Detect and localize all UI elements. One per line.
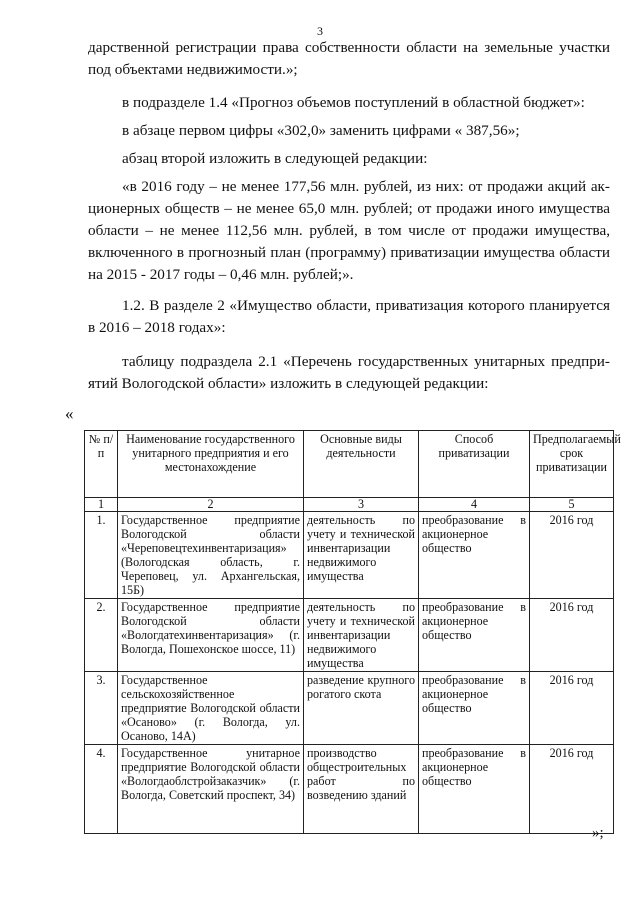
paragraph-line: «в 2016 году – не менее 177,56 млн. рублей, из них: от продажи акций ак- <box>122 178 610 195</box>
paragraph-4 <box>122 148 610 170</box>
table-row <box>85 672 614 745</box>
row-activity: деятельность по учету и технической инвентаризации недвижимого имущества <box>304 512 419 599</box>
paragraph-line: области – не менее 112,56 млн. рублей, в том числе от продажи имущества, <box>88 222 610 239</box>
paragraph-6 <box>88 295 610 339</box>
paragraph-7 <box>88 351 610 395</box>
column-number: 3 <box>304 498 419 512</box>
row-method: преобразование в акционерное общество <box>419 745 530 834</box>
header-num: № п/п <box>85 431 118 498</box>
column-number: 4 <box>419 498 530 512</box>
paragraph-line: ционерных обществ – не менее 65,0 млн. рублей; от продажи иного имущества <box>88 200 610 217</box>
paragraph-line: в абзаце первом цифры «302,0» заменить цифрами « 387,56»; <box>122 122 520 139</box>
paragraph-line: на 2015 - 2017 годы – 0,46 млн. рублей;». <box>88 266 354 283</box>
row-method: преобразование в акционерное общество <box>419 599 530 672</box>
header-name: Наименование государственного унитарного предприятия и его местонахождение <box>118 431 304 498</box>
paragraph-line: таблицу подраздела 2.1 «Перечень государственных унитарных предпри- <box>122 353 610 370</box>
table-header-row <box>85 431 614 498</box>
paragraph-line: под объектами недвижимости.»; <box>88 61 298 78</box>
table-row <box>85 745 614 834</box>
row-activity: разведение крупного рогатого скота <box>304 672 419 745</box>
header-activity: Основные виды деятельности <box>304 431 419 498</box>
paragraph-2 <box>122 92 610 114</box>
header-term: Предполагаемый срок приватизации <box>530 431 614 498</box>
row-num: 2. <box>85 599 118 672</box>
column-number: 2 <box>118 498 304 512</box>
row-num: 1. <box>85 512 118 599</box>
header-method: Способ приватизации <box>419 431 530 498</box>
page-number: 3 <box>317 24 323 38</box>
paragraph-3 <box>122 120 610 142</box>
row-term: 2016 год <box>530 745 614 834</box>
row-activity: производство общестроительных работ по возведению зданий <box>304 745 419 834</box>
row-name: Государственное унитарное предприятие Вологодской области «Вологдаоблстройзаказчик» (г. Вологда, Советский проспект, 34) <box>118 745 304 834</box>
table-row <box>85 599 614 672</box>
row-name: Государственное сельскохозяйственное предприятие Вологодской области «Осаново» (г. Вологда, ул. Осаново, 14А) <box>118 672 304 745</box>
row-method: преобразование в акционерное общество <box>419 512 530 599</box>
row-term: 2016 год <box>530 599 614 672</box>
row-activity: деятельность по учету и технической инвентаризации недвижимого имущества <box>304 599 419 672</box>
table-row <box>85 512 614 599</box>
open-quote: « <box>65 404 74 423</box>
paragraph-line: абзац второй изложить в следующей редакции: <box>122 150 428 167</box>
column-number: 1 <box>85 498 118 512</box>
row-method: преобразование в акционерное общество <box>419 672 530 745</box>
row-num: 3. <box>85 672 118 745</box>
close-quote: »; <box>592 825 604 841</box>
paragraph-line: дарственной регистрации права собственности области на земельные участки <box>88 39 610 56</box>
row-num: 4. <box>85 745 118 834</box>
column-number: 5 <box>530 498 614 512</box>
column-number-row <box>85 498 614 512</box>
paragraph-5 <box>88 176 610 286</box>
paragraph-1 <box>88 37 610 81</box>
enterprises-table <box>84 430 621 834</box>
row-term: 2016 год <box>530 512 614 599</box>
row-term: 2016 год <box>530 672 614 745</box>
paragraph-line: в 2016 – 2018 годах»: <box>88 319 226 336</box>
row-name: Государственное предприятие Вологодской области «Вологдатехинвентаризация» (г. Вологда, Пошехонское шоссе, 11) <box>118 599 304 672</box>
paragraph-line: включенного в прогнозный план (программу) приватизации имущества области <box>88 244 610 261</box>
paragraph-line: в подразделе 1.4 «Прогноз объемов поступлений в областной бюджет»: <box>122 94 585 111</box>
row-name: Государственное предприятие Вологодской области «Череповецтехинвентаризация» (Вологодская область, г. Череповец, ул. Архангельская, 15Б) <box>118 512 304 599</box>
paragraph-line: ятий Вологодской области» изложить в следующей редакции: <box>88 375 489 392</box>
paragraph-line: 1.2. В разделе 2 «Имущество области, приватизация которого планируется <box>122 297 610 314</box>
